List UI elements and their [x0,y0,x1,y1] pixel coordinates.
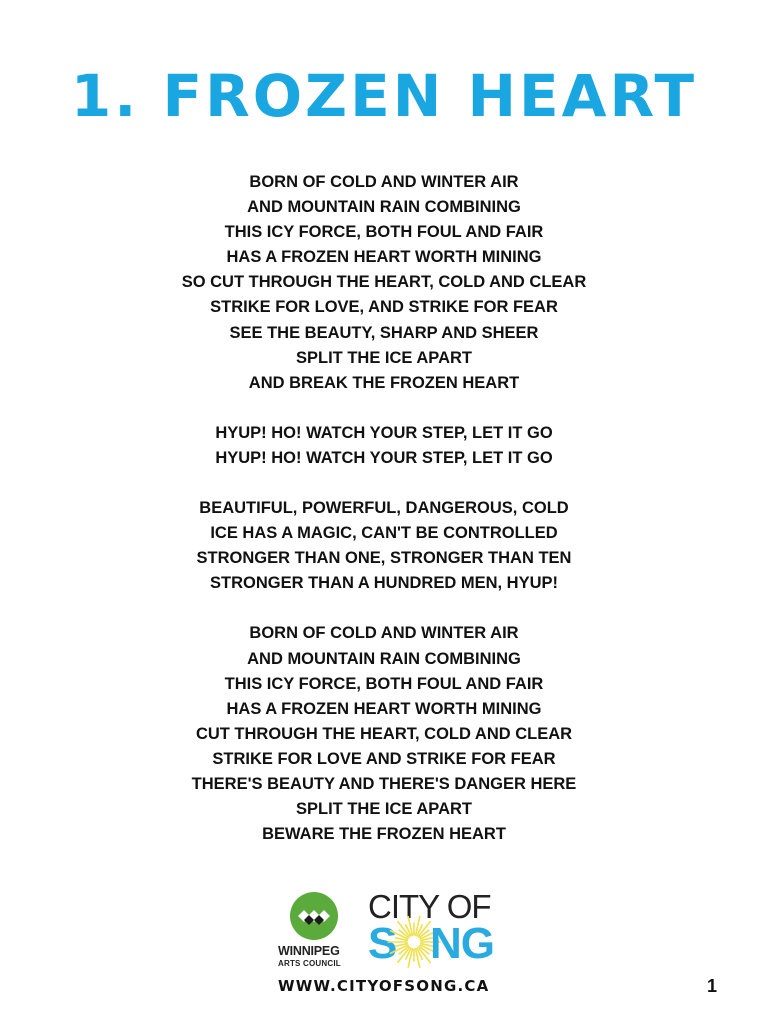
page-title: 1. FROZEN HEART [70,62,698,130]
cos-letter-s: S [368,919,397,968]
lyric-line: THERE'S BEAUTY AND THERE'S DANGER HERE [191,774,577,793]
lyric-line: STRONGER THAN ONE, STRONGER THAN TEN [196,549,572,568]
lyric-line: HYUP! HO! WATCH YOUR STEP, LET IT GO [215,423,553,442]
lyric-line: HYUP! HO! WATCH YOUR STEP, LET IT GO [215,448,553,467]
lyric-line: THIS ICY FORCE, BOTH FOUL AND FAIR [224,223,544,242]
wac-diamond-icon [290,892,338,940]
lyric-line: HAS A FROZEN HEART WORTH MINING [226,248,542,267]
lyric-line: SPLIT THE ICE APART [295,800,472,819]
stanza-2 [0,421,768,471]
lyric-line: SPLIT THE ICE APART [295,348,472,367]
cos-wordmark-top: CITY OF [368,888,491,925]
stanza-3 [0,496,768,596]
cos-letters-ng: NG [430,919,494,968]
lyric-line: SEE THE BEAUTY, SHARP AND SHEER [229,323,539,342]
lyric-line: AND BREAK THE FROZEN HEART [248,373,520,392]
wac-subtitle: ARTS COUNCIL [278,959,341,968]
lyric-line: CUT THROUGH THE HEART, COLD AND CLEAR [195,724,573,743]
lyric-line: BEWARE THE FROZEN HEART [262,825,506,844]
lyric-line: BORN OF COLD AND WINTER AIR [249,624,519,643]
stanza-1 [0,170,768,396]
lyric-line: STRONGER THAN A HUNDRED MEN, HYUP! [209,574,559,593]
lyric-line: SO CUT THROUGH THE HEART, COLD AND CLEAR [181,273,587,292]
wac-name: WINNIPEG [278,944,340,958]
website-url[interactable]: WWW.CITYOFSONG.CA [278,977,490,995]
cos-wordmark-bottom [368,920,498,968]
lyric-line: AND MOUNTAIN RAIN COMBINING [247,649,521,668]
lyric-line: STRIKE FOR LOVE, AND STRIKE FOR FEAR [210,298,558,317]
lyric-line: ICE HAS A MAGIC, CAN'T BE CONTROLLED [210,524,558,543]
city-of-song-logo [368,890,498,976]
lyric-line: THIS ICY FORCE, BOTH FOUL AND FAIR [224,674,544,693]
lyric-line: BORN OF COLD AND WINTER AIR [249,173,519,191]
lyric-line: HAS A FROZEN HEART WORTH MINING [226,699,542,718]
lyrics [0,170,768,872]
stanza-4 [0,621,768,847]
winnipeg-arts-council-logo [278,890,350,976]
footer-logos [278,890,498,980]
lyric-line: BEAUTIFUL, POWERFUL, DANGEROUS, COLD [199,499,569,518]
page-number: 1 [707,976,718,996]
lyric-line: STRIKE FOR LOVE AND STRIKE FOR FEAR [212,749,556,768]
lyric-line: AND MOUNTAIN RAIN COMBINING [247,198,521,217]
